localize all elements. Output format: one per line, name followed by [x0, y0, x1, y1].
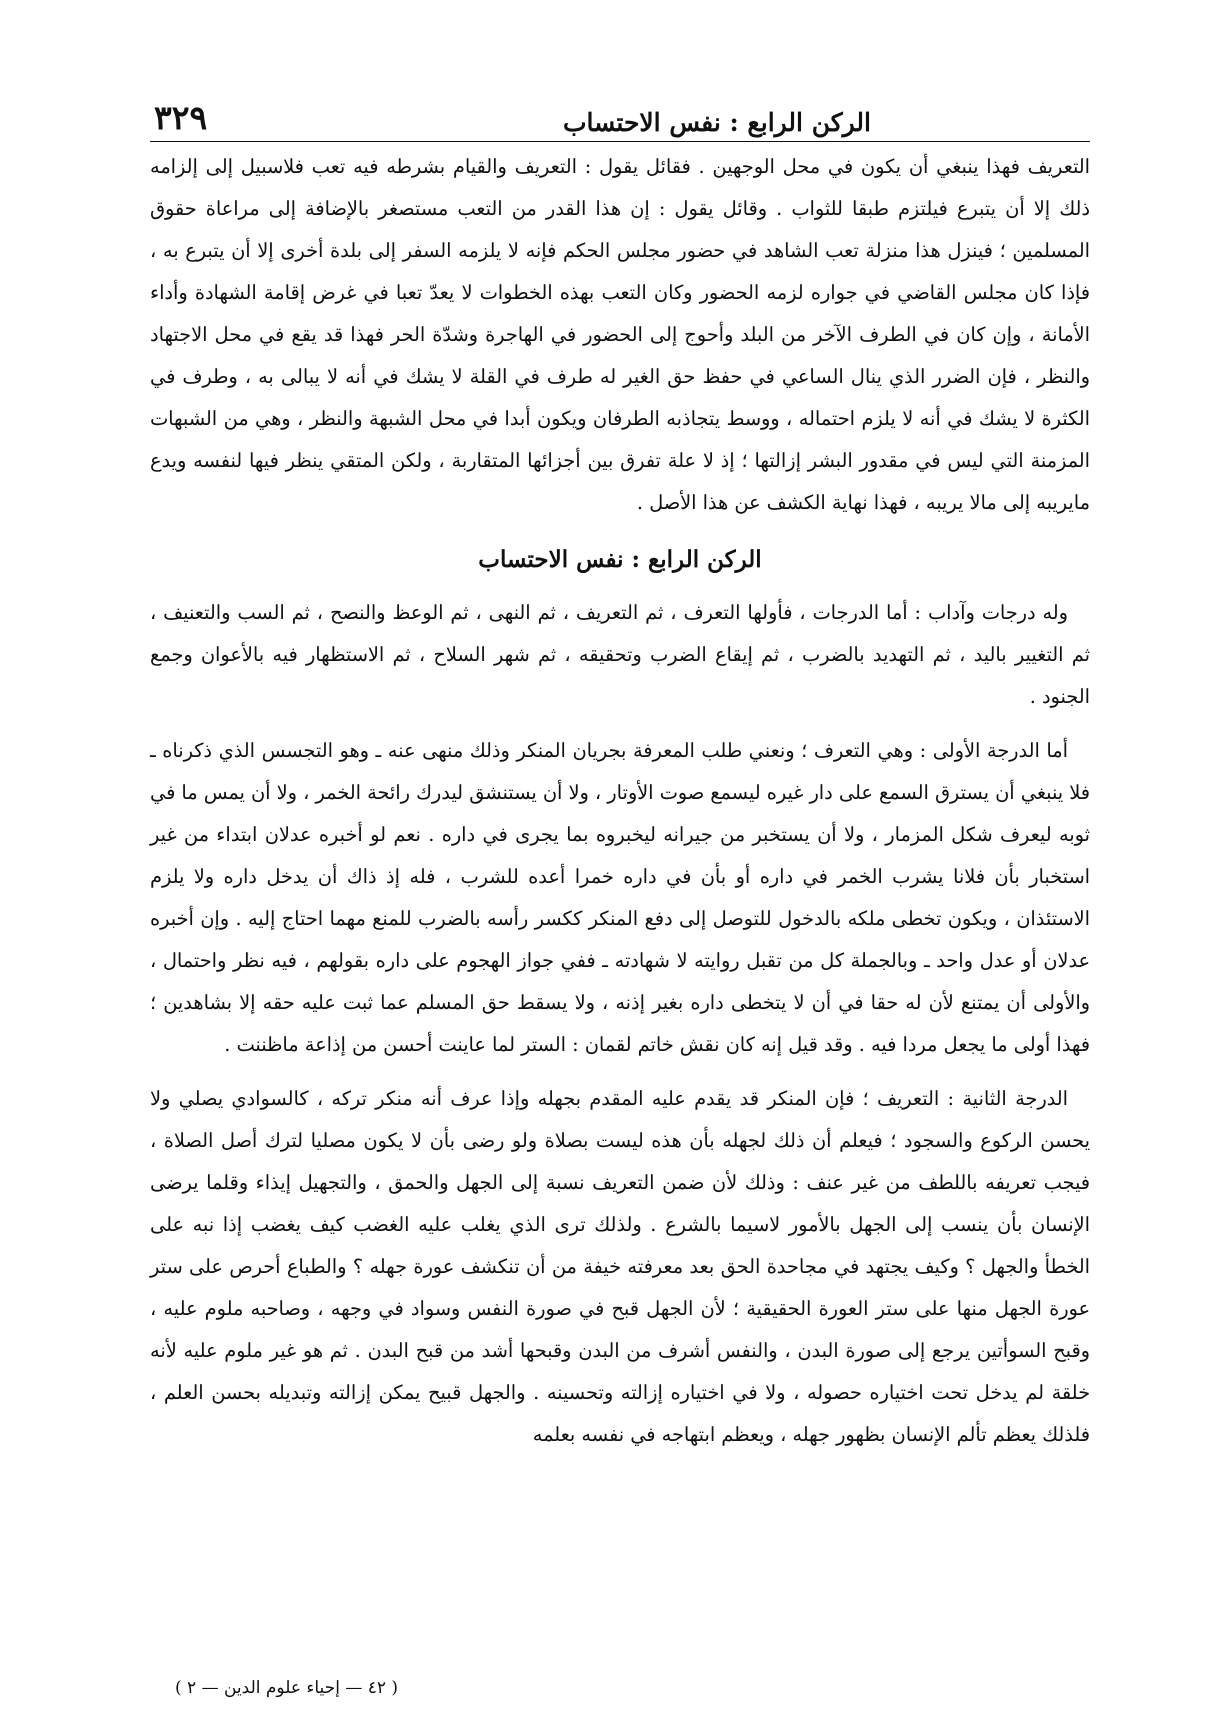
paragraph-gap [150, 718, 1090, 730]
paragraph-continuation: التعريف فهذا ينبغي أن يكون في محل الوجهين . فقائل يقول : التعريف والقيام بشرطه فيه تعب فلاسبيل إلى إلزامه ذلك إلا أن يتبرع فيلتزم طبقا للثواب . وقائل يقول : إن هذا القدر من التعب مستصغر بالإضافة إلى مراعاة حقوق المسلمين ؛ فينزل هذا منزلة تعب الشاهد في حضور مجلس الحكم فإنه لا يلزمه السفر إلى بلدة أخرى إلا أن يتبرع به ، فإذا كان مجلس القاضي في جواره لزمه الحضور وكان التعب بهذه الخطوات لا يعدّ تعبا في غرض إقامة الشهادة وأداء الأمانة ، وإن كان في الطرف الآخر من البلد وأحوج إلى الحضور في الهاجرة وشدّة الحر فهذا قد يقع في محل الاجتهاد والنظر ، فإن الضرر الذي ينال الساعي في حفظ حق الغير له طرف في القلة لا يشك في أنه لا يبالى به ، وطرف في الكثرة لا يشك في أنه لا يلزم احتماله ، ووسط يتجاذبه الطرفان ويكون أبدا في محل الشبهة والنظر ، وهي من الشبهات المزمنة التي ليس في مقدور البشر إزالتها ؛ إذ لا علة تفرق بين أجزائها المتقاربة ، ولكن المتقي ينظر فيها لنفسه ويدع مايريبه إلى مالا يريبه ، فهذا نهاية الكشف عن هذا الأصل . [150, 155, 1090, 514]
paragraph-gap [150, 1066, 1090, 1078]
paragraph-degree-one: أما الدرجة الأولى : وهي التعرف ؛ ونعني طلب المعرفة بجريان المنكر وذلك منهى عنه ـ وهو التجسس الذي ذكرناه ـ فلا ينبغي أن يسترق السمع على دار غيره ليسمع صوت الأوتار ، ولا أن يستنشق ليدرك رائحة الخمر ، ولا أن يمس ما في ثوبه ليعرف شكل المزمار ، ولا أن يستخبر من جيرانه ليخبروه بما يجرى في داره . نعم لو أخبره عدلان ابتداء من غير استخبار بأن فلانا يشرب الخمر في داره أو بأن في داره خمرا أعده للشرب ، فله إذ ذاك أن يدخل داره ولا يلزم الاستئذان ، ويكون تخطى ملكه بالدخول للتوصل إلى دفع المنكر ككسر رأسه بالضرب للمنع مهما احتاج إليه . وإن أخبره عدلان أو عدل واحد ـ وبالجملة كل من تقبل روايته لا شهادته ـ ففي جواز الهجوم على داره بقولهم ، فيه نظر واحتمال ، والأولى أن يمتنع لأن له حقا في أن لا يتخطى داره بغير إذنه ، ولا يسقط حق المسلم عما ثبت عليه حقه إلا بشاهدين ؛ فهذا أولى ما يجعل مردا فيه . وقد قيل إنه كان نقش خاتم لقمان : الستر لما عاينت أحسن من إذاعة ماظننت . [150, 739, 1090, 1056]
section-heading: الركن الرابع : نفس الاحتساب [478, 546, 762, 573]
page-footer: ( ٤٢ — إحياء علوم الدين — ٢ ) [175, 1678, 399, 1698]
paragraph-degree-two: الدرجة الثانية : التعريف ؛ فإن المنكر قد يقدم عليه المقدم بجهله وإذا عرف أنه منكر تركه ، كالسوادي يصلي ولا يحسن الركوع والسجود ؛ فيعلم أن ذلك لجهله بأن هذه ليست بصلاة ولو رضى بأن لا يكون مصليا لترك أصل الصلاة ، فيجب تعريفه باللطف من غير عنف : وذلك لأن ضمن التعريف نسبة إلى الجهل والحمق ، والتجهيل إيذاء وقلما يرضى الإنسان بأن ينسب إلى الجهل بالأمور لاسيما بالشرع . ولذلك ترى الذي يغلب عليه الغضب كيف يغضب إذا نبه على الخطأ والجهل ؟ وكيف يجتهد في مجاحدة الحق بعد معرفته خيفة من أن تنكشف عورة جهله ؟ والطباع أحرص على ستر عورة الجهل منها على ستر العورة الحقيقية ؛ لأن الجهل قبح في صورة النفس وسواد في وجهه ، وصاحبه ملوم عليه ، وقبح السوأتين يرجع إلى صورة البدن ، والنفس أشرف من البدن وقبحها أشد من قبح البدن . ثم هو غير ملوم عليه لأنه خلقة لم يدخل تحت اختياره حصوله ، ولا في اختياره إزالته وتحسينه . والجهل قبيح يمكن إزالته وتبديله بحسن العلم ، فلذلك يعظم تألم الإنسان بظهور جهله ، ويعظم ابتهاجه في نفسه بعلمه [150, 1087, 1090, 1446]
book-page [150, 95, 1090, 1456]
paragraph-degrees-intro: وله درجات وآداب : أما الدرجات ، فأولها التعرف ، ثم التعريف ، ثم النهى ، ثم الوعظ والنصح ، ثم السب والتعنيف ، ثم التغيير باليد ، ثم التهديد بالضرب ، ثم إيقاع الضرب وتحقيقه ، ثم شهر السلاح ، ثم الاستظهار فيه بالأعوان وجمع الجنود . [150, 601, 1090, 708]
page-header [150, 95, 1090, 142]
running-title: الركن الرابع : نفس الاحتساب [562, 108, 871, 137]
page-number: ٣٢٩ [154, 98, 208, 137]
